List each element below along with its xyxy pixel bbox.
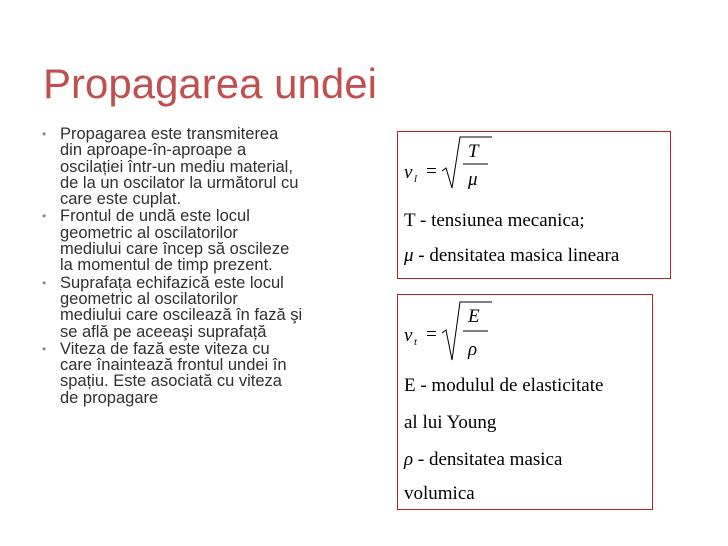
- definition-line-tension: [404, 210, 585, 232]
- rho-symbol: ρ: [404, 449, 414, 470]
- bullet-line: mediului care oscilează în fază şi: [60, 306, 303, 325]
- bullet-line: geometric al oscilatorilor: [60, 223, 238, 242]
- bullet-marker: •: [42, 275, 47, 290]
- bullet-line: Propagarea este transmiterea: [60, 125, 279, 143]
- bullet-marker: •: [42, 209, 47, 224]
- sqrt-symbol: [442, 137, 492, 188]
- formula-lhs-var: v: [404, 325, 413, 346]
- slide-title: Propagarea undei: [43, 60, 377, 107]
- definition-line-elasticity: [404, 375, 603, 397]
- bullet-marker: •: [42, 341, 47, 356]
- bullet-line: care înaintează frontul undei în: [60, 356, 287, 375]
- formula-equals: =: [426, 161, 437, 182]
- formula-lhs-subscript: t: [414, 336, 418, 348]
- formula-solid-speed: [398, 295, 652, 385]
- definition-text: al lui Young: [404, 412, 497, 433]
- definition-text: - densitatea masica: [413, 449, 563, 470]
- bullet-marker: •: [42, 127, 47, 141]
- definition-text: - densitatea masica lineara: [413, 245, 620, 266]
- bullet-line: geometric al oscilatorilor: [60, 289, 238, 308]
- bullet-line: Suprafața echifazică este locul: [60, 273, 284, 292]
- bullet-line: la momentul de timp prezent.: [60, 256, 273, 275]
- definition-line-linear-density: [404, 245, 619, 267]
- definition-line-young: [404, 412, 496, 434]
- definition-text: E - modulul de elasticitate: [404, 375, 604, 396]
- definition-line-volume-density: [404, 449, 562, 471]
- mu-symbol: μ: [404, 245, 414, 266]
- definition-text: T - tensiunea mecanica;: [404, 210, 585, 231]
- formula-denominator: ρ: [468, 339, 478, 360]
- bullet-line: care este cuplat.: [60, 190, 182, 209]
- formula-equals: =: [426, 324, 437, 345]
- bullet-list: [42, 126, 364, 406]
- bullet-line: oscilației într-un mediu material,: [60, 157, 293, 176]
- bullet-line: Frontul de undă este locul: [60, 207, 250, 226]
- formula-lhs-subscript: l: [414, 173, 418, 185]
- bullet-line: de la un oscilator la următorul cu: [60, 173, 299, 192]
- bullet-line: de propagare: [60, 388, 159, 407]
- formula-box-solid: [397, 294, 653, 510]
- definition-line-volumica: [404, 483, 475, 505]
- formula-numerator: E: [468, 306, 480, 327]
- bullet-item-wavefront: [42, 208, 364, 273]
- bullet-item-phase-velocity: [42, 341, 364, 406]
- formula-lhs-var: v: [404, 162, 413, 183]
- bullet-line: spațiu. Este asociată cu viteza: [60, 372, 282, 391]
- formula-denominator: μ: [468, 169, 478, 190]
- formula-numerator: T: [468, 141, 479, 162]
- bullet-item-equiphase-surface: [42, 275, 364, 340]
- bullet-line: mediului care încep să oscileze: [60, 240, 290, 259]
- bullet-line: se află pe aceeaşi suprafață: [60, 322, 267, 341]
- bullet-line: din aproape-în-aproape a: [60, 141, 247, 160]
- definition-text: volumica: [404, 483, 475, 504]
- bullet-line: Viteza de fază este viteza cu: [60, 339, 270, 358]
- bullet-item-propagation: [42, 126, 364, 207]
- formula-box-string: [397, 131, 671, 279]
